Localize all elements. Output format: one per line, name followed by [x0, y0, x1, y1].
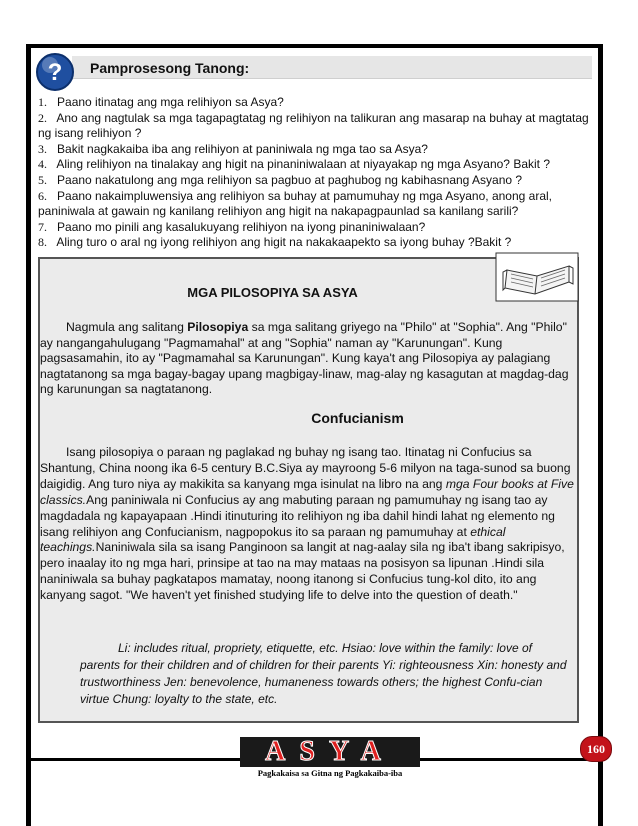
question-item: 3. Bakit nagkakaiba iba ang relihiyon at paniniwala ng mga tao sa Asya?	[38, 141, 428, 156]
question-mark-icon	[35, 52, 75, 92]
virtues-paragraph: Li: includes ritual, propriety, etiquette, etc. Hsiao: love within the family: love of parents for their children and of children for their parents Yi: righteousness Xin: honesty and trustworthiness Jen: benevolence, humaneness towards others; the highest Confu-cian virtue Chung: loyalty to the state, etc.	[80, 641, 567, 706]
question-item: 7. Paano mo pinili ang kasalukuyang relihiyon na iyong pinaniniwalaan?	[38, 219, 426, 234]
questions-list	[38, 95, 598, 251]
question-item: 2. Ano ang nagtulak sa mga tagapagtatag ng relihiyon na talikuran ang masarap na buhay at magtatag ng isang relihiyon ?	[38, 110, 589, 141]
confucianism-heading: Confucianism	[311, 410, 404, 426]
question-item: 5. Paano nakatulong ang mga relihiyon sa pagbuo at paghubog ng kabihasnang Asyano ?	[38, 172, 523, 187]
philosophy-paragraph: Nagmula ang salitang Pilosopiya sa mga salitang griyego na "Philo" at "Sophia". Ang "Philo" ay nangangahulugang "Pagmamahal" at ang "Sophia" naman ay "Karunungan". Kung pagsasamahin, ito ay "Pagmamahal sa Karunungan". Kung kaya't ang Pilosopiya ay palagiang nagtatanong sa mga bagay-bagay upang magbigay-linaw, mag-alay ng kasagutan at magdag-dag ng karunungan sa nagtatanong.	[40, 320, 569, 396]
frame-top-border	[28, 44, 600, 48]
section-heading: Pamprosesong Tanong:	[90, 60, 250, 76]
svg-text:?: ?	[47, 59, 63, 86]
confucianism-paragraph: Isang pilosopiya o paraan ng paglakad ng buhay ng isang tao. Itinatag ni Confucius sa Shantung, China noong ika 6-5 century B.C.Siya ay mayroong 5-6 milyon na taga-sunod sa buong daigidig. Ang turo niya ay makikita sa kanyang mga isinulat na libro na ang mga Four books at Five classics.Ang paniniwala ni Confucius ay ang mabuting paraan ng pamumuhay ng isang tao ay magdadala ng kapayapaan .Hindi itinuturing ito relihiyon ng iba dahil hindi lahat ng elemento ng isang relihiyon ang Confucianism, nagpopokus ito sa paraan ng pamumuhay at ethical teachings.Naniniwala sila sa isang Panginoon sa langit at nag-aalay sila ng iba't ibang sakripisyo, pero inaalay ito ng mga hari, prinsipe at tao na may mataas na posisyon sa lipunan .Hindi sila naniniwala sa buhay pagkatapos mamatay, noong itanong si Confucius tung-kol dito, ito ang kanyang sagot. "We haven't yet finished studying life to delve into the question of death."	[40, 445, 574, 603]
question-item: 4. Aling relihiyon na tinalakay ang higit na pinaniniwalaan at niyayakap ng mga Asyano? Bakit ?	[38, 157, 551, 172]
logo-title: ASYA	[240, 737, 420, 767]
question-item: 6. Paano nakaimpluwensiya ang relihiyon sa buhay at pamumuhay ng mga Asyano, anong aral, paniniwala at gawain ng kanilang relihiyon ang higit na nakapagpaunlad sa kanilang sarili?	[38, 188, 552, 219]
question-item: 8. Aling turo o aral ng iyong relihiyon ang higit na nakakaapekto sa iyong buhay ?Bakit ?	[38, 235, 512, 250]
frame-left-border	[26, 44, 31, 826]
question-item: 1. Paano itinatag ang mga relihiyon sa Asya?	[38, 95, 284, 109]
frame-right-border	[598, 44, 603, 826]
logo-subtitle: Pagkakaisa sa Gitna ng Pagkakaiba-iba	[257, 768, 403, 778]
box-title: MGA PILOSOPIYA SA ASYA	[187, 285, 358, 300]
page-number-badge: 160	[580, 736, 612, 762]
asya-logo	[240, 737, 420, 783]
